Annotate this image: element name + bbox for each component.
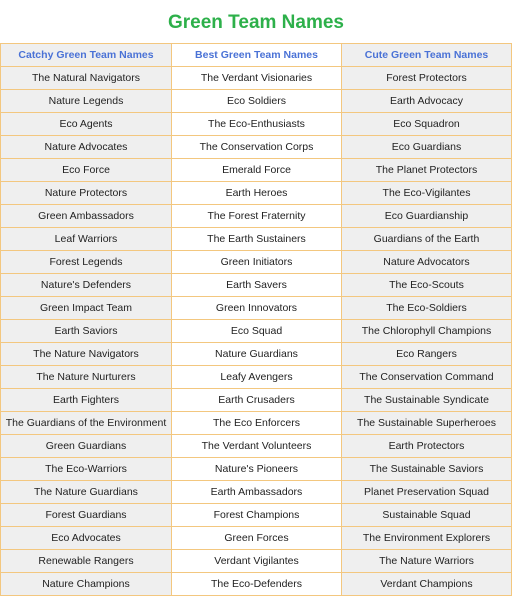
- cute-name-cell: Planet Preservation Squad: [342, 481, 512, 504]
- cute-name-cell: Nature Advocators: [342, 251, 512, 274]
- table-header-row: [1, 44, 512, 67]
- table-row: [1, 297, 512, 320]
- table-row: [1, 274, 512, 297]
- catchy-name-cell: The Eco-Warriors: [1, 458, 172, 481]
- table-row: [1, 550, 512, 573]
- best-name-cell: Green Innovators: [172, 297, 342, 320]
- best-name-cell: Eco Soldiers: [172, 90, 342, 113]
- catchy-name-cell: The Nature Nurturers: [1, 366, 172, 389]
- catchy-name-cell: Eco Agents: [1, 113, 172, 136]
- table-row: [1, 113, 512, 136]
- catchy-name-cell: Renewable Rangers: [1, 550, 172, 573]
- best-name-cell: Forest Champions: [172, 504, 342, 527]
- cute-name-cell: Earth Protectors: [342, 435, 512, 458]
- table-row: [1, 251, 512, 274]
- catchy-name-cell: Earth Fighters: [1, 389, 172, 412]
- catchy-name-cell: The Nature Navigators: [1, 343, 172, 366]
- table-row: [1, 320, 512, 343]
- cute-name-cell: Eco Guardians: [342, 136, 512, 159]
- table-row: [1, 343, 512, 366]
- catchy-name-cell: Green Ambassadors: [1, 205, 172, 228]
- column-header-best: Best Green Team Names: [172, 44, 342, 67]
- best-name-cell: Green Initiators: [172, 251, 342, 274]
- cute-name-cell: The Eco-Scouts: [342, 274, 512, 297]
- cute-name-cell: Earth Advocacy: [342, 90, 512, 113]
- best-name-cell: The Verdant Visionaries: [172, 67, 342, 90]
- cute-name-cell: The Planet Protectors: [342, 159, 512, 182]
- best-name-cell: The Verdant Volunteers: [172, 435, 342, 458]
- table-row: [1, 366, 512, 389]
- cute-name-cell: Sustainable Squad: [342, 504, 512, 527]
- catchy-name-cell: Nature Protectors: [1, 182, 172, 205]
- best-name-cell: The Conservation Corps: [172, 136, 342, 159]
- best-name-cell: Emerald Force: [172, 159, 342, 182]
- best-name-cell: The Forest Fraternity: [172, 205, 342, 228]
- cute-name-cell: The Sustainable Saviors: [342, 458, 512, 481]
- best-name-cell: Earth Heroes: [172, 182, 342, 205]
- catchy-name-cell: Nature's Defenders: [1, 274, 172, 297]
- catchy-name-cell: The Nature Guardians: [1, 481, 172, 504]
- best-name-cell: Nature Guardians: [172, 343, 342, 366]
- best-name-cell: Earth Ambassadors: [172, 481, 342, 504]
- best-name-cell: Nature's Pioneers: [172, 458, 342, 481]
- table-row: [1, 159, 512, 182]
- cute-name-cell: The Nature Warriors: [342, 550, 512, 573]
- best-name-cell: Leafy Avengers: [172, 366, 342, 389]
- table-row: [1, 527, 512, 550]
- cute-name-cell: Eco Guardianship: [342, 205, 512, 228]
- catchy-name-cell: The Guardians of the Environment: [1, 412, 172, 435]
- table-body: [1, 67, 512, 596]
- catchy-name-cell: Eco Advocates: [1, 527, 172, 550]
- team-names-table: [0, 43, 512, 596]
- cute-name-cell: The Sustainable Superheroes: [342, 412, 512, 435]
- cute-name-cell: The Eco-Soldiers: [342, 297, 512, 320]
- table-row: [1, 412, 512, 435]
- cute-name-cell: Verdant Champions: [342, 573, 512, 596]
- table-row: [1, 573, 512, 596]
- cute-name-cell: The Environment Explorers: [342, 527, 512, 550]
- cute-name-cell: The Eco-Vigilantes: [342, 182, 512, 205]
- catchy-name-cell: Forest Legends: [1, 251, 172, 274]
- catchy-name-cell: Eco Force: [1, 159, 172, 182]
- cute-name-cell: The Sustainable Syndicate: [342, 389, 512, 412]
- cute-name-cell: Eco Squadron: [342, 113, 512, 136]
- page-title: Green Team Names: [167, 12, 344, 33]
- best-name-cell: The Earth Sustainers: [172, 228, 342, 251]
- best-name-cell: Green Forces: [172, 527, 342, 550]
- catchy-name-cell: Nature Legends: [1, 90, 172, 113]
- column-header-catchy: Catchy Green Team Names: [1, 44, 172, 67]
- table-row: [1, 481, 512, 504]
- catchy-name-cell: Nature Advocates: [1, 136, 172, 159]
- best-name-cell: The Eco Enforcers: [172, 412, 342, 435]
- column-header-cute: Cute Green Team Names: [342, 44, 512, 67]
- catchy-name-cell: Leaf Warriors: [1, 228, 172, 251]
- cute-name-cell: Forest Protectors: [342, 67, 512, 90]
- catchy-name-cell: Green Impact Team: [1, 297, 172, 320]
- table-row: [1, 435, 512, 458]
- table-row: [1, 504, 512, 527]
- table-row: [1, 182, 512, 205]
- cute-name-cell: Guardians of the Earth: [342, 228, 512, 251]
- best-name-cell: Verdant Vigilantes: [172, 550, 342, 573]
- catchy-name-cell: Earth Saviors: [1, 320, 172, 343]
- catchy-name-cell: Green Guardians: [1, 435, 172, 458]
- table-row: [1, 205, 512, 228]
- table-row: [1, 136, 512, 159]
- cute-name-cell: The Conservation Command: [342, 366, 512, 389]
- catchy-name-cell: Nature Champions: [1, 573, 172, 596]
- table-row: [1, 228, 512, 251]
- cute-name-cell: Eco Rangers: [342, 343, 512, 366]
- table-row: [1, 90, 512, 113]
- best-name-cell: The Eco-Enthusiasts: [172, 113, 342, 136]
- catchy-name-cell: Forest Guardians: [1, 504, 172, 527]
- best-name-cell: Earth Savers: [172, 274, 342, 297]
- best-name-cell: The Eco-Defenders: [172, 573, 342, 596]
- best-name-cell: Eco Squad: [172, 320, 342, 343]
- best-name-cell: Earth Crusaders: [172, 389, 342, 412]
- catchy-name-cell: The Natural Navigators: [1, 67, 172, 90]
- table-row: [1, 67, 512, 90]
- table-row: [1, 458, 512, 481]
- table-row: [1, 389, 512, 412]
- cute-name-cell: The Chlorophyll Champions: [342, 320, 512, 343]
